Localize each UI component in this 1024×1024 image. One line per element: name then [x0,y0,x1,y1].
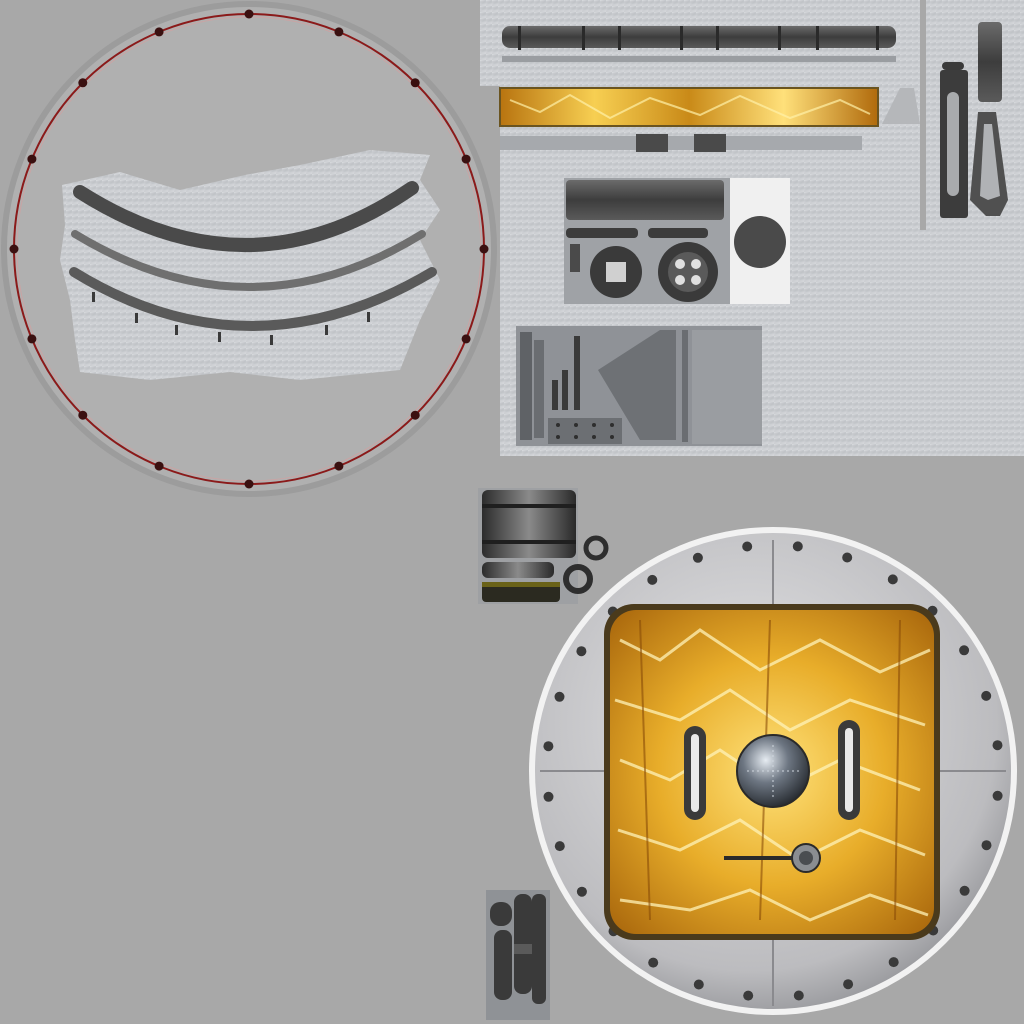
rivet [334,27,343,36]
rivet [793,541,803,551]
rivet [647,575,657,585]
rivet [694,980,704,990]
rivet [555,841,565,851]
rivet [577,887,587,897]
rivet [742,542,752,552]
handle-upper [978,22,1002,102]
left-hatch [4,4,494,494]
rivet [576,646,586,656]
rivet [993,791,1003,801]
rivet [462,334,471,343]
cylinder-parts [478,488,606,604]
cylinder [482,490,576,558]
rivet [544,792,554,802]
rivet [155,462,164,471]
rivet [411,411,420,420]
top-dark-strip [502,26,896,48]
small-dark-block-1 [636,134,668,152]
rivet [462,155,471,164]
rivet [245,480,254,489]
rivet [743,991,753,1001]
foil-hatch [529,527,1017,1015]
small-dark-block-2 [694,134,726,152]
rivet [993,740,1003,750]
bracket-right [532,894,546,1004]
bolt-plate [548,418,622,444]
rivet [27,334,36,343]
rivet [648,958,658,968]
bracket-left [494,930,512,1000]
rivet [10,245,19,254]
right-strip [926,0,1024,230]
round-disk [734,216,786,268]
rivet [411,78,420,87]
rivet [982,840,992,850]
rivet [555,692,565,702]
rivet [480,245,489,254]
rivet [543,741,553,751]
rivet [155,27,164,36]
rivet [245,10,254,19]
rivet [78,411,87,420]
rivet [693,553,703,563]
rivet [794,991,804,1001]
rivet [334,462,343,471]
rivet [842,553,852,563]
rivet [981,691,991,701]
rivet [889,957,899,967]
rivet [959,645,969,655]
rivet [78,78,87,87]
washer-small [586,538,606,558]
rivet [960,886,970,896]
parts-bar [566,180,724,220]
cylinder-ring [482,562,554,578]
curved-strip-panel [60,150,440,380]
rivet [888,574,898,584]
rivet [843,979,853,989]
small-parts [486,890,550,1020]
rivet [27,155,36,164]
